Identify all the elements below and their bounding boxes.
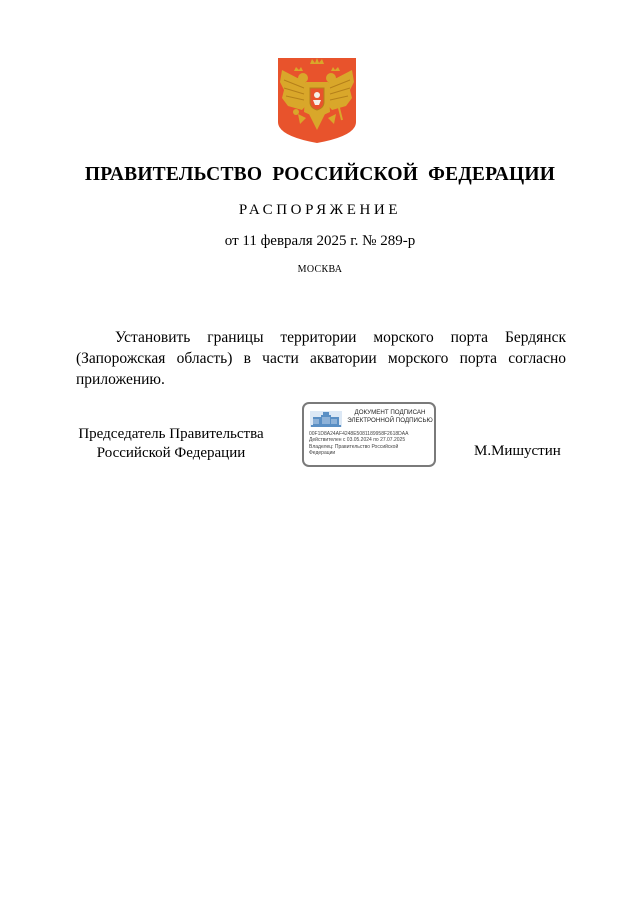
order-text: Установить границы территории морского порта Бердянск (Запорожская область) в части акватории морского порта согласно приложению. [76,329,566,388]
stamp-heading-line-2: ЭЛЕКТРОННОЙ ПОДПИСЬЮ [347,417,433,424]
document-city: МОСКВА [297,264,343,275]
document-type: РАСПОРЯЖЕНИЕ [238,202,402,218]
signer-name: М.Мишустин [474,443,561,459]
signer-title-line-1: Председатель Правительства [78,426,264,442]
coat-of-arms-icon [276,56,358,144]
stamp-certificate: 00F1D8A24AF4248E5081189958F2618DAA [309,431,409,437]
government-building-icon [309,409,343,429]
signer-title-line-2: Российской Федерации [96,445,246,461]
stamp-owner-line-1: Владелец: Правительство Российской [309,443,399,450]
signer-title [66,425,276,463]
stamp-heading [344,409,436,425]
stamp-heading-line-1: ДОКУМЕНТ ПОДПИСАН [354,409,426,416]
organization-title: ПРАВИТЕЛЬСТВО РОССИЙСКОЙ ФЕДЕРАЦИИ [84,164,556,185]
document-date-number: от 11 февраля 2025 г. № 289-р [224,233,416,249]
stamp-validity: Действителен с 03.05.2024 по 27.07.2025 [309,437,406,444]
stamp-owner-line-2: Федерации [309,449,336,456]
electronic-signature-stamp [302,402,436,467]
stamp-details [309,431,435,456]
